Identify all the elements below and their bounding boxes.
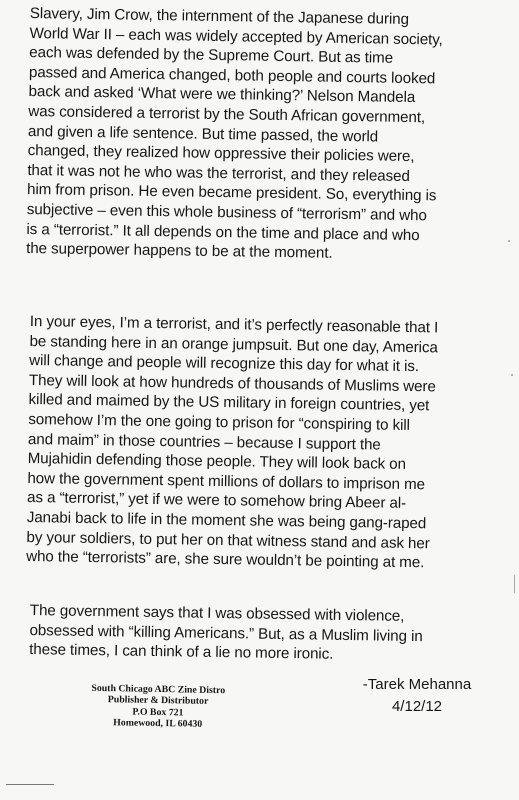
text-line: as a “terrorist,” yet if we were to somehow bring Abeer al- [26,489,407,513]
text-line: how the government spent millions of dollars to imprison me [27,469,426,493]
text-line: is a “terrorist.” It all depends on the time and place and who [26,220,420,244]
text-line: the superpower happens to be at the moment. [26,240,333,262]
text-line: They will look at how hundreds of thousands of Muslims were [28,371,436,396]
paragraph-3 [29,601,492,667]
text-line: by your soldiers, to put her on that witness stand and ask her [26,528,430,552]
text-line: Mujahidin defending those people. They will look back on [27,450,407,474]
scan-speck [508,240,510,242]
paragraph-1 [26,4,492,266]
text-line: The government says that I was obsessed with violence, [29,601,405,625]
publisher-line: Publisher & Distributor [107,694,209,708]
text-line: Slavery, Jim Crow, the internment of the Japanese during [29,4,410,28]
text-line: subjective – even this whole business of “terrorism” and who [26,200,427,225]
publisher-stamp [68,682,249,731]
text-line: Janabi back to life in the moment she was being gang-raped [26,508,427,533]
scan-edge-mark [514,575,515,593]
paragraph-2 [26,312,492,574]
text-line: and maim” in those countries – because I support the [27,430,381,454]
text-line: each was defended by the Supreme Court. But as time [29,44,394,67]
text-line: back and asked ‘What were we thinking?’ Nelson Mandela [28,83,416,107]
text-line: who the “terrorists” are, she sure wouldn’t be pointing at me. [26,548,425,572]
scan-rule-line [6,784,54,785]
text-line: World War II – each was widely accepted by American society, [29,24,443,49]
publisher-line: P.O Box 721 [132,706,184,719]
publisher-line: Homewood, IL 60430 [113,717,203,730]
text-line: In your eyes, I’m a terrorist, and it’s perfectly reasonable that I [29,312,439,337]
text-line: be standing here in an orange jumpsuit. But one day, America [29,332,438,357]
text-line: will change and people will recognize this day for what it is. [29,352,420,376]
text-line: somehow I’m the one going to prison for “conspiring to kill [28,410,410,434]
text-line: obsessed with “killing Americans.” But, as a Muslim living in [29,621,423,645]
text-line: these times, I can think of a lie no more ironic. [29,641,334,663]
signature-block [362,674,472,718]
signature-date: 4/12/12 [391,698,443,715]
text-line: was considered a terrorist by the South African government, [28,102,426,127]
scan-speck [511,374,513,376]
publisher-line: South Chicago ABC Zine Distro [91,682,226,697]
text-line: him from prison. He even became president. So, everything is [26,181,437,205]
signature-name: -Tarek Mehanna [362,676,472,693]
text-line: passed and America changed, both people and courts looked [28,63,436,88]
text-line: and given a life sentence. But time passed, the world [27,122,379,146]
text-line: that it was not he who was the terrorist, and they released [27,161,410,185]
text-line: killed and maimed by the US military in foreign countries, yet [28,391,430,415]
text-line: changed, they realized how oppressive their policies were, [27,142,415,166]
